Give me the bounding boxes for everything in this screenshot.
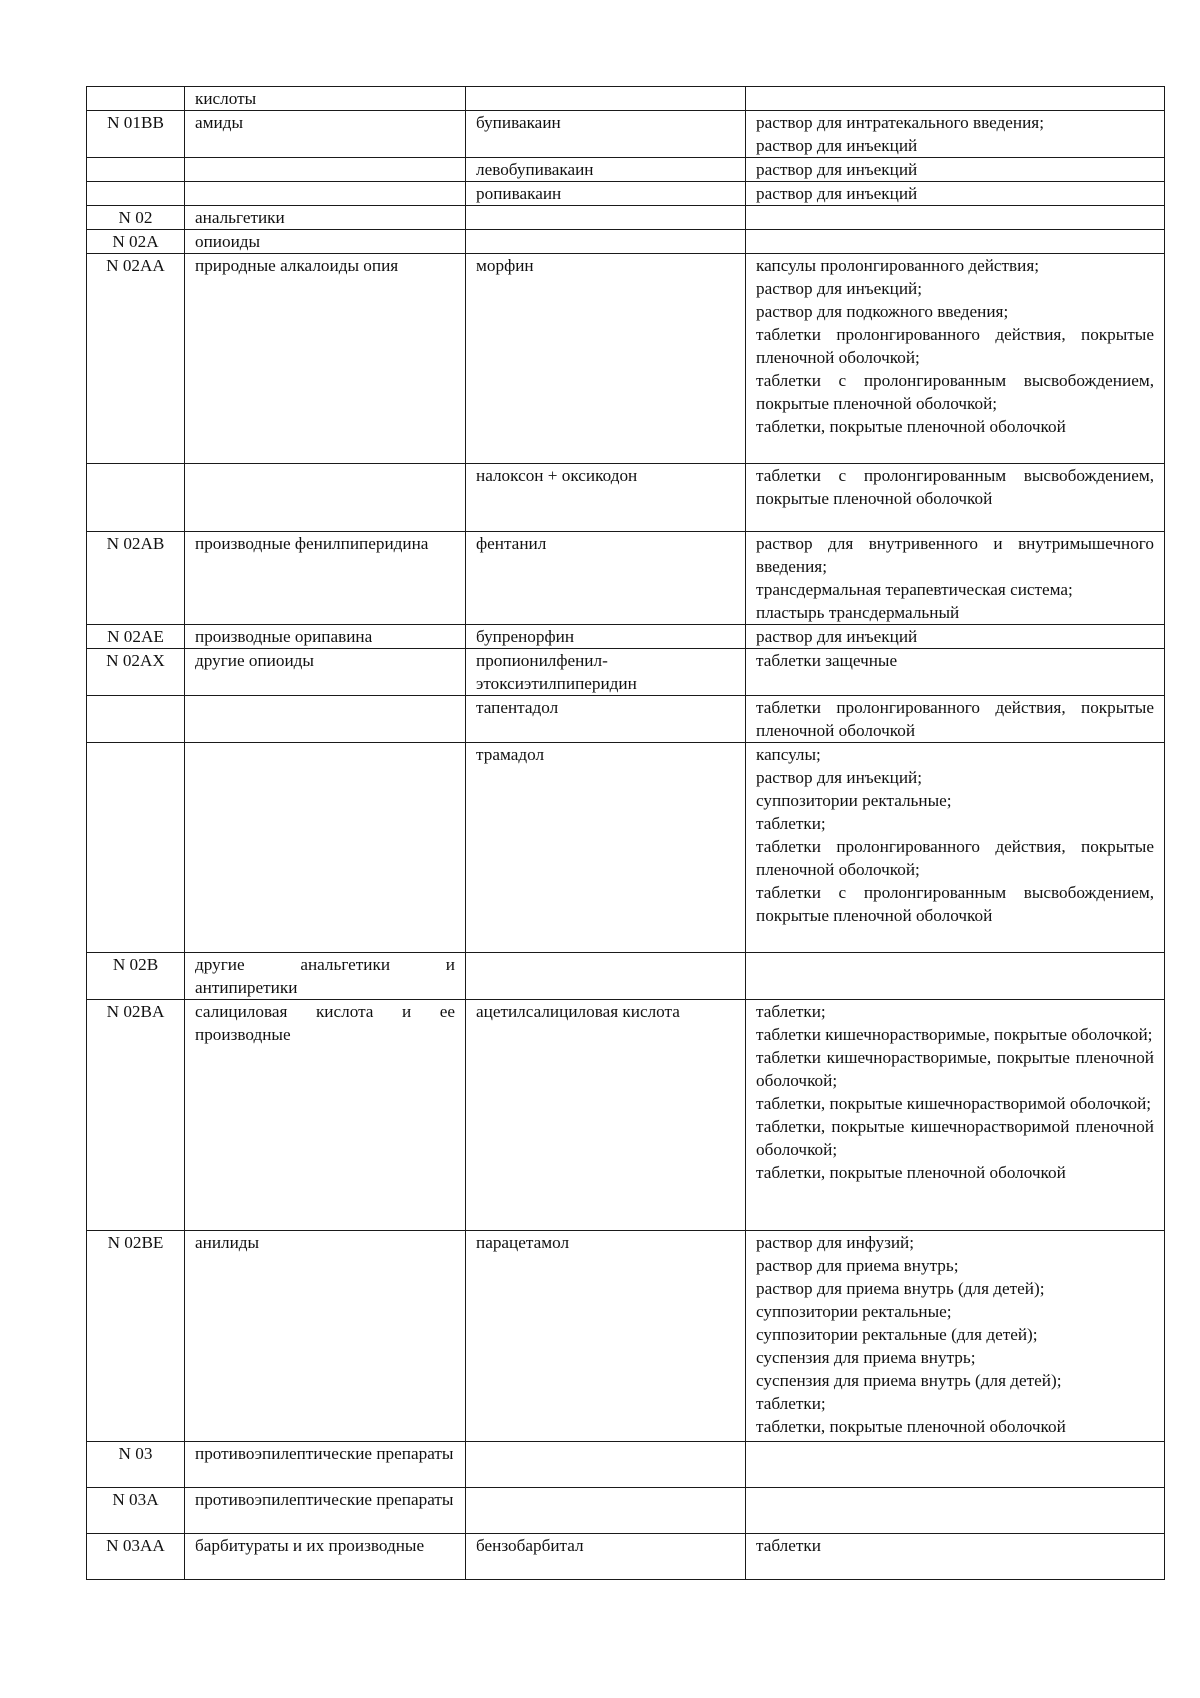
- dosage-forms-cell: [746, 87, 1165, 111]
- atc-code-cell: [87, 625, 185, 649]
- table-row: [87, 182, 1165, 206]
- atc-code-cell: [87, 254, 185, 464]
- table-row: [87, 230, 1165, 254]
- drug-name: тапентадол: [476, 698, 559, 717]
- drug-name: бензобарбитал: [476, 1536, 584, 1555]
- dosage-forms-cell: [746, 1231, 1165, 1442]
- drug-name: пропионилфенил-: [476, 651, 608, 670]
- drug-name-cell: [466, 1000, 746, 1231]
- anatomical-group-cell: [185, 532, 466, 625]
- anatomical-group-cell: [185, 87, 466, 111]
- drug-name-cell: [466, 1442, 746, 1488]
- table-row: [87, 1000, 1165, 1231]
- drug-name-cell: [466, 1534, 746, 1580]
- atc-code: N 02AX: [106, 651, 165, 670]
- table-row: [87, 1231, 1165, 1442]
- anatomical-group: кислоты: [195, 89, 257, 108]
- anatomical-group: амиды: [195, 113, 243, 132]
- anatomical-group-cell: [185, 230, 466, 254]
- anatomical-group: другие анальгетики и антипиретики: [195, 955, 455, 997]
- table-row: [87, 1442, 1165, 1488]
- atc-code-cell: [87, 111, 185, 158]
- dosage-form: пластырь трансдермальный: [756, 603, 960, 622]
- anatomical-group-cell: [185, 696, 466, 743]
- anatomical-group: противоэпилептические препараты: [195, 1444, 454, 1463]
- anatomical-group-cell: [185, 158, 466, 182]
- dosage-form: раствор для инъекций: [756, 627, 918, 646]
- anatomical-group-cell: [185, 111, 466, 158]
- dosage-form: трансдермальная терапевтическая система;: [756, 580, 1073, 599]
- drug-name: фентанил: [476, 534, 547, 553]
- anatomical-group-cell: [185, 743, 466, 953]
- atc-code-cell: [87, 649, 185, 696]
- document-page: [86, 86, 1164, 1580]
- anatomical-group-cell: [185, 464, 466, 532]
- dosage-forms-cell: [746, 1488, 1165, 1534]
- anatomical-group-cell: [185, 206, 466, 230]
- atc-code-cell: [87, 182, 185, 206]
- drug-name-cell: [466, 625, 746, 649]
- table-row: [87, 696, 1165, 743]
- anatomical-group-cell: [185, 1534, 466, 1580]
- dosage-form: раствор для приема внутрь;: [756, 1256, 959, 1275]
- dosage-form: таблетки, покрытые пленочной оболочкой: [756, 1417, 1066, 1436]
- drug-name: ацетилсалициловая кислота: [476, 1002, 680, 1021]
- atc-code: N 01BB: [107, 113, 164, 132]
- atc-code: N 02AB: [106, 534, 165, 553]
- dosage-form: таблетки с пролонгированным высвобождением, покрытые пленочной оболочкой: [756, 466, 1154, 508]
- dosage-forms-cell: [746, 953, 1165, 1000]
- dosage-form: раствор для инъекций: [756, 184, 918, 203]
- dosage-form: раствор для инъекций: [756, 136, 918, 155]
- table-row: [87, 87, 1165, 111]
- dosage-forms-cell: [746, 1000, 1165, 1231]
- dosage-form: раствор для интратекального введения;: [756, 113, 1044, 132]
- atc-code-cell: [87, 532, 185, 625]
- anatomical-group-cell: [185, 649, 466, 696]
- anatomical-group: анилиды: [195, 1233, 260, 1252]
- anatomical-group-cell: [185, 1000, 466, 1231]
- table-body: [87, 87, 1165, 1580]
- anatomical-group: анальгетики: [195, 208, 285, 227]
- table-row: [87, 464, 1165, 532]
- dosage-form: суппозитории ректальные;: [756, 791, 952, 810]
- atc-code-cell: [87, 696, 185, 743]
- dosage-form: суппозитории ректальные;: [756, 1302, 952, 1321]
- dosage-form: таблетки;: [756, 1394, 826, 1413]
- atc-code-cell: [87, 464, 185, 532]
- anatomical-group: производные орипавина: [195, 627, 373, 646]
- dosage-forms-cell: [746, 158, 1165, 182]
- drug-name-cell: [466, 254, 746, 464]
- dosage-forms-cell: [746, 1442, 1165, 1488]
- atc-code-cell: [87, 953, 185, 1000]
- atc-code-cell: [87, 1231, 185, 1442]
- table-row: [87, 625, 1165, 649]
- atc-code: N 02A: [112, 232, 159, 251]
- dosage-forms-cell: [746, 649, 1165, 696]
- dosage-form: раствор для инъекций: [756, 160, 918, 179]
- dosage-form: таблетки, покрытые кишечнорастворимой оболочкой;: [756, 1094, 1152, 1113]
- dosage-forms-cell: [746, 182, 1165, 206]
- table-row: [87, 1534, 1165, 1580]
- dosage-forms-cell: [746, 625, 1165, 649]
- dosage-form: таблетки, покрытые пленочной оболочкой: [756, 1163, 1066, 1182]
- atc-code: N 02B: [112, 955, 159, 974]
- dosage-forms-cell: [746, 111, 1165, 158]
- dosage-forms-cell: [746, 464, 1165, 532]
- atc-code-cell: [87, 230, 185, 254]
- dosage-forms-cell: [746, 206, 1165, 230]
- anatomical-group-cell: [185, 625, 466, 649]
- atc-code: N 02AE: [107, 627, 164, 646]
- drug-name: ропивакаин: [476, 184, 562, 203]
- drug-name-cell: [466, 1231, 746, 1442]
- dosage-form: суппозитории ректальные (для детей);: [756, 1325, 1038, 1344]
- dosage-form: раствор для инфузий;: [756, 1233, 915, 1252]
- dosage-form: таблетки;: [756, 1002, 826, 1021]
- dosage-form: капсулы;: [756, 745, 821, 764]
- dosage-form: суспензия для приема внутрь;: [756, 1348, 976, 1367]
- dosage-forms-cell: [746, 254, 1165, 464]
- drug-list-table: [86, 86, 1165, 1580]
- table-row: [87, 206, 1165, 230]
- drug-name: парацетамол: [476, 1233, 570, 1252]
- drug-name-cell: [466, 649, 746, 696]
- drug-name-cell: [466, 464, 746, 532]
- dosage-form: таблетки пролонгированного действия, покрытые пленочной оболочкой: [756, 698, 1154, 740]
- dosage-form: раствор для подкожного введения;: [756, 302, 1009, 321]
- dosage-form: таблетки, покрытые кишечнорастворимой пленочной оболочкой;: [756, 1117, 1154, 1159]
- dosage-forms-cell: [746, 1534, 1165, 1580]
- anatomical-group: природные алкалоиды опия: [195, 256, 399, 275]
- dosage-form: таблетки кишечнорастворимые, покрытые пленочной оболочкой;: [756, 1048, 1154, 1090]
- table-row: [87, 532, 1165, 625]
- dosage-form: суспензия для приема внутрь (для детей);: [756, 1371, 1062, 1390]
- dosage-form: раствор для инъекций;: [756, 768, 923, 787]
- drug-name-cell: [466, 111, 746, 158]
- dosage-forms-cell: [746, 743, 1165, 953]
- drug-name: бупренорфин: [476, 627, 575, 646]
- atc-code-cell: [87, 87, 185, 111]
- drug-name-cell: [466, 182, 746, 206]
- table-row: [87, 1488, 1165, 1534]
- dosage-form: таблетки с пролонгированным высвобождением, покрытые пленочной оболочкой: [756, 883, 1154, 925]
- atc-code: N 03AA: [106, 1536, 165, 1555]
- drug-name: этоксиэтилпиперидин: [476, 674, 637, 693]
- anatomical-group-cell: [185, 1231, 466, 1442]
- anatomical-group-cell: [185, 1488, 466, 1534]
- dosage-forms-cell: [746, 532, 1165, 625]
- drug-name: трамадол: [476, 745, 545, 764]
- drug-name-cell: [466, 230, 746, 254]
- anatomical-group: салициловая кислота и ее производные: [195, 1002, 455, 1044]
- atc-code-cell: [87, 743, 185, 953]
- drug-name-cell: [466, 696, 746, 743]
- dosage-forms-cell: [746, 696, 1165, 743]
- table-row: [87, 111, 1165, 158]
- dosage-form: раствор для внутривенного и внутримышечного введения;: [756, 534, 1154, 576]
- table-row: [87, 254, 1165, 464]
- anatomical-group-cell: [185, 953, 466, 1000]
- drug-name-cell: [466, 87, 746, 111]
- table-row: [87, 953, 1165, 1000]
- drug-name: налоксон + оксикодон: [476, 466, 638, 485]
- atc-code: N 03: [118, 1444, 153, 1463]
- drug-name-cell: [466, 743, 746, 953]
- drug-name: бупивакаин: [476, 113, 561, 132]
- dosage-form: таблетки;: [756, 814, 826, 833]
- atc-code-cell: [87, 1442, 185, 1488]
- drug-name-cell: [466, 158, 746, 182]
- atc-code: N 02BA: [106, 1002, 165, 1021]
- atc-code-cell: [87, 206, 185, 230]
- anatomical-group: барбитураты и их производные: [195, 1536, 425, 1555]
- table-row: [87, 743, 1165, 953]
- dosage-form: раствор для приема внутрь (для детей);: [756, 1279, 1045, 1298]
- dosage-form: капсулы пролонгированного действия;: [756, 256, 1040, 275]
- anatomical-group-cell: [185, 182, 466, 206]
- atc-code-cell: [87, 1488, 185, 1534]
- dosage-form: таблетки: [756, 1536, 821, 1555]
- atc-code-cell: [87, 1534, 185, 1580]
- dosage-form: таблетки защечные: [756, 651, 898, 670]
- atc-code: N 02: [118, 208, 153, 227]
- anatomical-group: противоэпилептические препараты: [195, 1490, 454, 1509]
- drug-name-cell: [466, 953, 746, 1000]
- anatomical-group-cell: [185, 254, 466, 464]
- atc-code-cell: [87, 158, 185, 182]
- anatomical-group-cell: [185, 1442, 466, 1488]
- dosage-form: таблетки пролонгированного действия, покрытые пленочной оболочкой;: [756, 325, 1154, 367]
- dosage-form: таблетки кишечнорастворимые, покрытые оболочкой;: [756, 1025, 1153, 1044]
- drug-name-cell: [466, 206, 746, 230]
- anatomical-group: другие опиоиды: [195, 651, 314, 670]
- anatomical-group: производные фенилпиперидина: [195, 534, 429, 553]
- dosage-form: таблетки пролонгированного действия, покрытые пленочной оболочкой;: [756, 837, 1154, 879]
- table-row: [87, 158, 1165, 182]
- dosage-form: таблетки, покрытые пленочной оболочкой: [756, 417, 1066, 436]
- atc-code: N 02BE: [107, 1233, 164, 1252]
- table-row: [87, 649, 1165, 696]
- drug-name: морфин: [476, 256, 534, 275]
- anatomical-group: опиоиды: [195, 232, 261, 251]
- dosage-forms-cell: [746, 230, 1165, 254]
- atc-code: N 03A: [112, 1490, 159, 1509]
- atc-code: N 02AA: [106, 256, 165, 275]
- atc-code-cell: [87, 1000, 185, 1231]
- drug-name-cell: [466, 532, 746, 625]
- dosage-form: раствор для инъекций;: [756, 279, 923, 298]
- dosage-form: таблетки с пролонгированным высвобождением, покрытые пленочной оболочкой;: [756, 371, 1154, 413]
- drug-name-cell: [466, 1488, 746, 1534]
- drug-name: левобупивакаин: [476, 160, 594, 179]
